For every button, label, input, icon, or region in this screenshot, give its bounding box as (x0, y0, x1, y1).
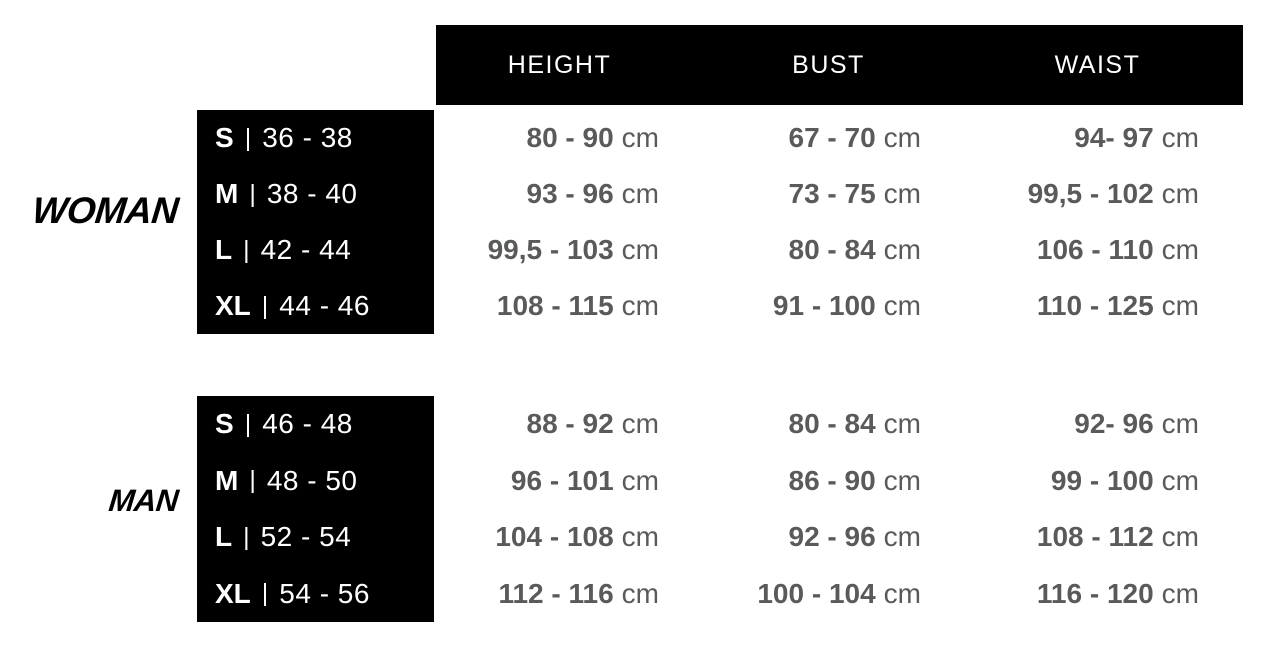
value-number: 94- 97 (1074, 122, 1154, 153)
header-waist: WAIST (1054, 50, 1141, 79)
value-number: 86 - 90 (788, 464, 876, 496)
value-man-m-bust (705, 453, 974, 510)
size-letter: XL (215, 290, 251, 321)
value-number: 104 - 108 (495, 521, 614, 553)
value-number: 96 - 101 (510, 464, 614, 496)
value-number: 91 - 100 (772, 290, 876, 321)
size-row-man-l (197, 509, 434, 566)
value-number: 100 - 104 (757, 577, 876, 609)
value-woman-s-height (436, 110, 705, 166)
value-number: 88 - 92 (526, 408, 614, 440)
value-number: 93 - 96 (526, 178, 614, 209)
value-unit: cm (1161, 408, 1199, 440)
header-height: HEIGHT (507, 50, 612, 79)
value-unit: cm (883, 290, 921, 321)
size-row-woman-l (197, 222, 434, 278)
value-number: 106 - 110 (1036, 234, 1154, 265)
value-number: 112 - 116 (498, 577, 614, 609)
value-unit: cm (1161, 122, 1199, 153)
size-separator: | (261, 291, 269, 320)
size-box-man (197, 396, 434, 622)
value-man-l-height (436, 509, 705, 566)
size-letter: M (215, 464, 239, 496)
value-man-s-bust (705, 396, 974, 453)
value-man-xl-bust (705, 566, 974, 623)
section-label-woman: WOMAN (30, 190, 181, 231)
size-separator: | (244, 123, 252, 152)
value-unit: cm (621, 122, 659, 153)
value-man-m-waist (974, 453, 1243, 510)
value-unit: cm (883, 521, 921, 553)
value-number: 108 - 115 (496, 290, 614, 321)
size-range: 42 - 44 (260, 234, 352, 265)
value-woman-xl-height (436, 278, 705, 334)
value-number: 92 - 96 (788, 521, 876, 553)
value-unit: cm (1161, 464, 1199, 496)
value-unit: cm (621, 234, 659, 265)
section-label-man: MAN (107, 483, 180, 518)
value-woman-m-waist (974, 166, 1243, 222)
value-woman-m-bust (705, 166, 974, 222)
value-man-s-height (436, 396, 705, 453)
value-number: 110 - 125 (1036, 290, 1154, 321)
value-woman-l-waist (974, 222, 1243, 278)
value-unit: cm (621, 464, 659, 496)
size-row-woman-s (197, 110, 434, 166)
value-number: 99,5 - 103 (487, 234, 614, 265)
value-unit: cm (883, 408, 921, 440)
value-number: 99,5 - 102 (1027, 178, 1154, 209)
value-woman-m-height (436, 166, 705, 222)
value-unit: cm (883, 178, 921, 209)
value-unit: cm (1161, 234, 1199, 265)
size-separator: | (243, 522, 250, 551)
value-woman-xl-bust (705, 278, 974, 334)
size-letter: M (215, 178, 239, 209)
value-unit: cm (883, 122, 921, 153)
size-range: 46 - 48 (262, 408, 353, 440)
value-number: 80 - 90 (526, 122, 614, 153)
value-unit: cm (1161, 521, 1199, 553)
size-row-woman-m (197, 166, 434, 222)
value-number: 108 - 112 (1036, 521, 1154, 553)
value-unit: cm (883, 234, 921, 265)
value-unit: cm (621, 290, 659, 321)
value-man-m-height (436, 453, 705, 510)
size-box-woman (197, 110, 434, 334)
measurement-header-bar (436, 25, 1243, 105)
size-letter: L (215, 234, 233, 265)
size-separator: | (261, 579, 269, 608)
value-unit: cm (1161, 290, 1199, 321)
value-man-s-waist (974, 396, 1243, 453)
value-number: 73 - 75 (788, 178, 876, 209)
size-letter: L (215, 521, 233, 553)
value-number: 116 - 120 (1036, 577, 1154, 609)
header-bust: BUST (792, 50, 865, 79)
value-man-l-waist (974, 509, 1243, 566)
value-number: 67 - 70 (788, 122, 876, 153)
size-range: 48 - 50 (266, 464, 358, 496)
size-range: 36 - 38 (262, 122, 353, 153)
value-woman-l-height (436, 222, 705, 278)
value-unit: cm (1161, 178, 1199, 209)
value-number: 80 - 84 (788, 408, 876, 440)
value-man-xl-height (436, 566, 705, 623)
value-number: 92- 96 (1074, 408, 1154, 440)
size-separator: | (249, 179, 256, 208)
size-letter: S (215, 408, 234, 440)
value-number: 80 - 84 (788, 234, 876, 265)
size-row-man-xl (197, 566, 434, 623)
value-woman-l-bust (705, 222, 974, 278)
size-letter: S (215, 122, 234, 153)
size-separator: | (249, 466, 256, 495)
size-separator: | (244, 409, 252, 438)
size-range: 44 - 46 (279, 290, 370, 321)
size-letter: XL (215, 577, 251, 609)
value-man-xl-waist (974, 566, 1243, 623)
value-unit: cm (1161, 577, 1199, 609)
size-row-man-m (197, 453, 434, 510)
value-man-l-bust (705, 509, 974, 566)
size-range: 38 - 40 (266, 178, 358, 209)
value-unit: cm (621, 521, 659, 553)
value-unit: cm (621, 408, 659, 440)
value-woman-xl-waist (974, 278, 1243, 334)
size-separator: | (243, 235, 250, 264)
values-grid-woman (436, 110, 1243, 334)
value-unit: cm (621, 577, 659, 609)
size-row-woman-xl (197, 278, 434, 334)
value-unit: cm (883, 464, 921, 496)
value-number: 99 - 100 (1050, 464, 1154, 496)
values-grid-man (436, 396, 1243, 622)
value-woman-s-waist (974, 110, 1243, 166)
size-range: 52 - 54 (260, 521, 352, 553)
value-unit: cm (883, 577, 921, 609)
size-range: 54 - 56 (279, 577, 370, 609)
value-woman-s-bust (705, 110, 974, 166)
size-row-man-s (197, 396, 434, 453)
value-unit: cm (621, 178, 659, 209)
